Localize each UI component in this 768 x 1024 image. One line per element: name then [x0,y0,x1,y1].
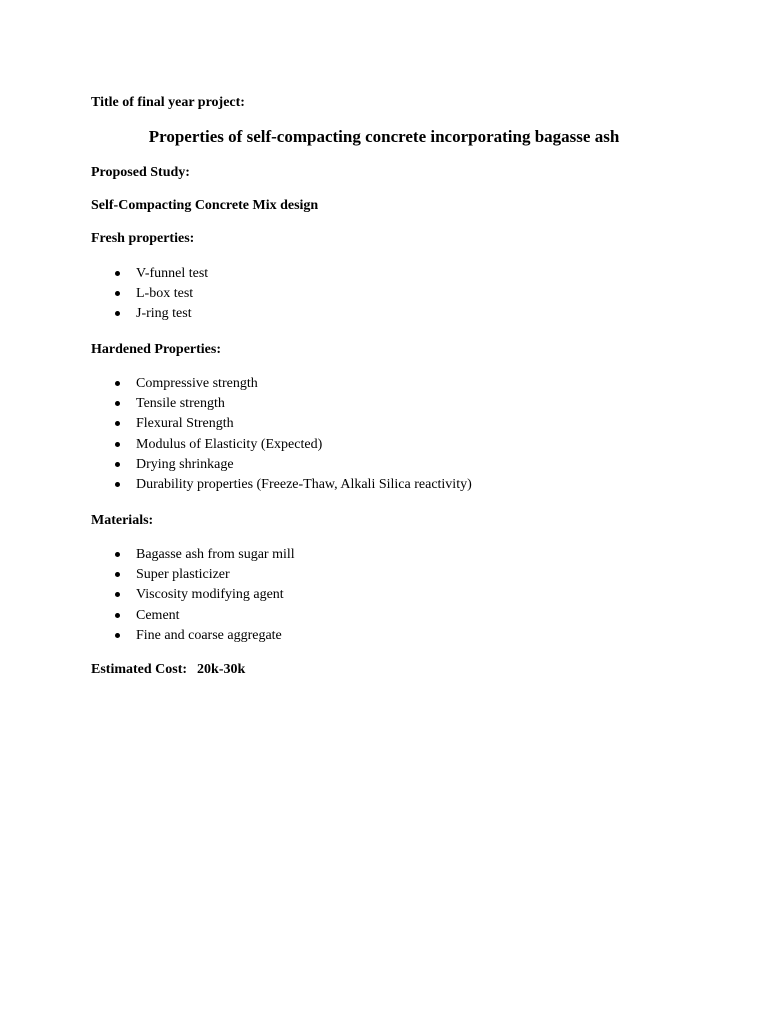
bullet-icon [115,421,120,426]
list-item-text: Modulus of Elasticity (Expected) [136,436,323,452]
bullet-icon [115,311,120,316]
list-item [112,264,208,284]
list-item [112,304,208,324]
list-item [112,545,295,565]
estimated-cost-value: 20k-30k [197,662,246,677]
list-item [112,374,472,394]
project-title: Properties of self-compacting concrete incorporating bagasse ash [148,127,620,146]
bullet-icon [115,613,120,618]
list-item [112,394,472,414]
bullet-icon [115,442,120,447]
list-item-text: Compressive strength [136,376,258,391]
bullet-icon [115,462,120,467]
list-item-text: Flexural Strength [136,416,234,432]
fresh-properties-heading: Fresh properties: [91,231,195,246]
materials-list [112,545,295,646]
list-item [112,626,295,646]
list-item-text: Durability properties (Freeze-Thaw, Alkali Silica reactivity) [136,476,472,492]
bullet-icon [115,291,120,296]
list-item-text: V-funnel test [136,266,209,281]
title-label: Title of final year project: [91,95,245,110]
list-item [112,475,472,495]
list-item [112,455,472,475]
list-item-text: J-ring test [136,306,192,322]
list-item [112,284,208,304]
hardened-properties-heading: Hardened Properties: [91,342,221,357]
list-item-text: Bagasse ash from sugar mill [136,547,295,562]
fresh-properties-list [112,264,208,325]
mix-design-label: Self-Compacting Concrete Mix design [91,198,319,213]
proposed-study-label: Proposed Study: [91,165,190,180]
bullet-icon [115,482,120,487]
bullet-icon [115,381,120,386]
list-item [112,606,295,626]
bullet-icon [115,552,120,557]
list-item-text: L-box test [136,286,194,302]
estimated-cost [91,662,245,678]
bullet-icon [115,271,120,276]
bullet-icon [115,401,120,406]
list-item [112,565,295,585]
bullet-icon [115,633,120,638]
list-item-text: Tensile strength [136,396,225,412]
bullet-icon [115,592,120,597]
list-item-text: Drying shrinkage [136,456,234,472]
list-item-text: Fine and coarse aggregate [136,627,282,643]
bullet-icon [115,572,120,577]
list-item-text: Viscosity modifying agent [136,587,284,603]
materials-heading: Materials: [91,513,154,528]
list-item-text: Super plasticizer [136,567,230,583]
estimated-cost-label: Estimated Cost: [91,662,188,677]
hardened-properties-list [112,374,472,495]
list-item-text: Cement [136,607,180,623]
list-item [112,435,472,455]
list-item [112,585,295,605]
list-item [112,414,472,434]
